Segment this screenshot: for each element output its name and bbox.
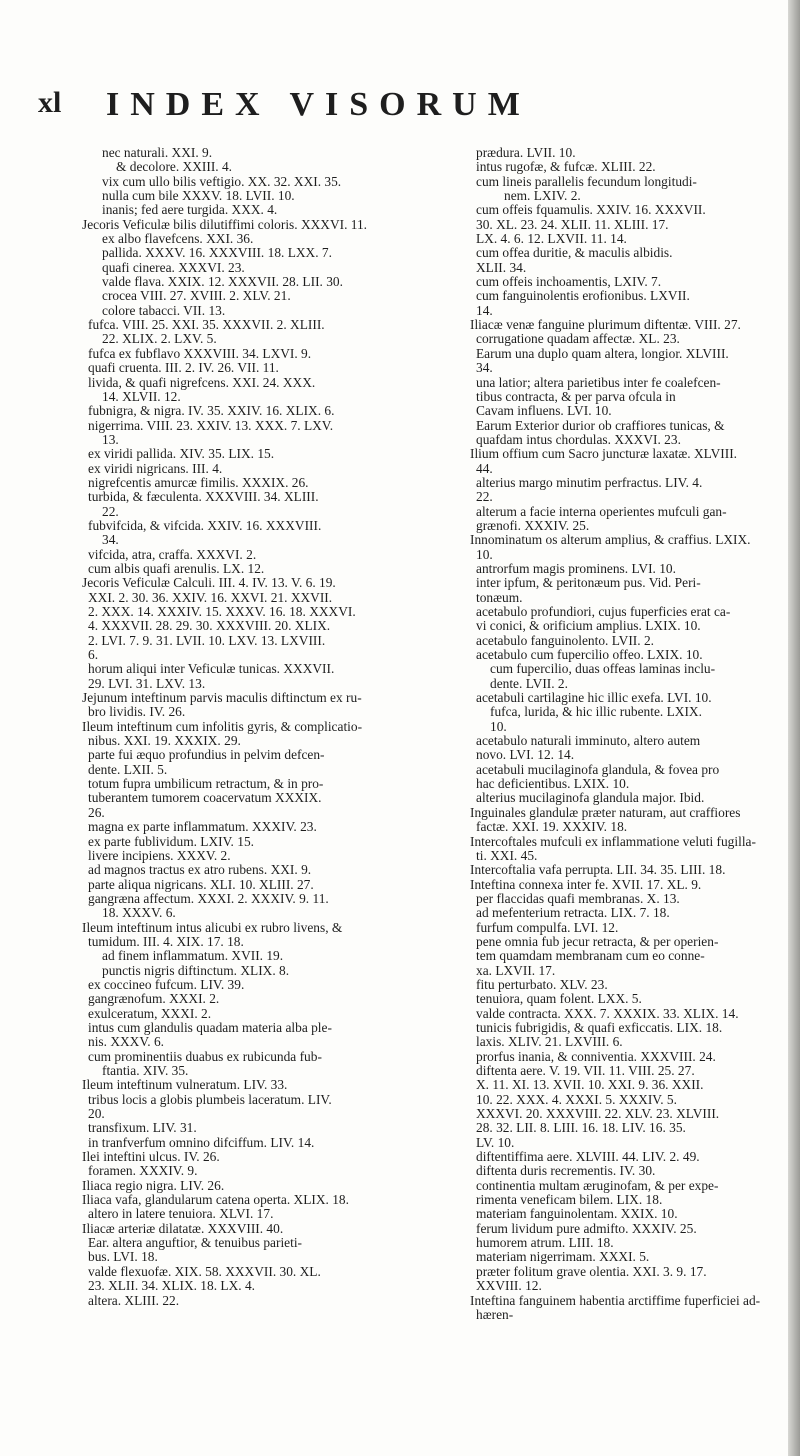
index-line: nigerrima. VIII. 23. XXIV. 13. XXX. 7. LXV. <box>88 418 334 433</box>
index-line: præter folitum grave olentia. XXI. 3. 9. 17. <box>476 1264 707 1279</box>
index-line: hac deficientibus. LXIX. 10. <box>476 777 630 792</box>
index-line: in tranfverfum omnino difciffum. LIV. 14. <box>88 1135 315 1150</box>
index-line: Iliacæ arteriæ dilatatæ. XXXVIII. 40. <box>82 1221 284 1236</box>
index-line: Intercoftalia vafa perrupta. LII. 34. 35. LIII. 18. <box>470 863 726 878</box>
index-line: Ileum inteftinum intus alicubi ex rubro livens, & <box>82 920 343 935</box>
index-line: tumidum. III. 4. XIX. 17. 18. <box>88 934 244 949</box>
index-line: acetabuli mucilaginofa glandula, & fovea pro <box>476 762 720 777</box>
index-line: fufca, lurida, & hic illic rubente. LXIX. <box>490 705 702 720</box>
index-line: XXXVI. 20. XXXVIII. 22. XLV. 23. XLVIII. <box>476 1107 720 1122</box>
index-line: ferum lividum pure admifto. XXXIV. 25. <box>476 1221 697 1236</box>
index-line: per flaccidas quafi membranas. X. 13. <box>476 891 680 906</box>
index-line: altera. XLIII. 22. <box>88 1293 180 1308</box>
index-line: nec naturali. XXI. 9. <box>102 146 213 160</box>
index-line: valde contracta. XXX. 7. XXXIX. 33. XLIX. 14. <box>476 1006 739 1021</box>
index-line: colore tabacci. VII. 13. <box>102 303 226 318</box>
index-line: acetabuli cartilagine hic illic exefa. LVI. 10. <box>476 691 712 706</box>
index-line: 28. 32. LII. 8. LIII. 16. 18. LIV. 16. 35. <box>476 1121 686 1136</box>
index-line: XXI. 2. 30. 36. XXIV. 16. XXVI. 21. XXVII. <box>88 590 333 605</box>
index-line: hæren- <box>476 1307 514 1322</box>
index-line: nulla cum bile XXXV. 18. LVII. 10. <box>102 189 295 204</box>
index-line: una latior; altera parietibus inter fe coalefcen- <box>476 375 721 390</box>
index-line: 34. <box>476 361 493 376</box>
index-line: bro lividis. IV. 26. <box>88 705 186 720</box>
index-line: LV. 10. <box>476 1135 515 1150</box>
index-line: Innominatum os alterum amplius, & craffius. LXIX. <box>470 533 751 548</box>
index-line: 10. 22. XXX. 4. XXXI. 5. XXXIV. 5. <box>476 1092 677 1107</box>
index-line: 14. <box>476 303 493 318</box>
index-line: tribus locis a globis plumbeis laceratum. LIV. <box>88 1092 332 1107</box>
index-line: XLII. 34. <box>476 260 527 275</box>
index-line: grænofi. XXXIV. 25. <box>476 518 590 533</box>
index-line: X. 11. XI. 13. XVII. 10. XXI. 9. 36. XXII. <box>476 1078 704 1093</box>
index-line: Earum una duplo quam altera, longior. XLVIII. <box>476 346 729 361</box>
index-line: cum offeis inchoamentis, LXIV. 7. <box>476 275 662 290</box>
index-line: ex viridi pallida. XIV. 35. LIX. 15. <box>88 447 275 462</box>
index-line: Ear. altera anguftior, & tenuibus parieti- <box>88 1236 303 1251</box>
index-line: vix cum ullo bilis veftigio. XX. 32. XXI. 35. <box>102 174 342 189</box>
index-line: crocea VIII. 27. XVIII. 2. XLV. 21. <box>102 289 291 304</box>
index-line: inter ipfum, & peritonæum pus. Vid. Peri- <box>476 576 701 591</box>
index-line: Ilei inteftini ulcus. IV. 26. <box>82 1150 220 1165</box>
index-line: cum albis quafi arenulis. LX. 12. <box>88 561 265 576</box>
index-line: 14. XLVII. 12. <box>102 389 181 404</box>
index-line: turbida, & fæculenta. XXXVIII. 34. XLIII. <box>88 490 319 505</box>
index-line: valde flexuofæ. XIX. 58. XXXVII. 30. XL. <box>88 1264 321 1279</box>
index-line: cum prominentiis duabus ex rubicunda fub- <box>88 1049 322 1064</box>
index-line: 18. XXXV. 6. <box>102 906 176 921</box>
index-line: totum fupra umbilicum retractum, & in pro- <box>88 777 324 792</box>
index-line: gangrænofum. XXXI. 2. <box>88 992 220 1007</box>
index-line: Ileum inteftinum cum infolitis gyris, & complicatio- <box>82 719 363 734</box>
index-line: acetabulo naturali imminuto, altero autem <box>476 734 701 749</box>
index-line: altero in latere tenuiora. XLVI. 17. <box>88 1207 274 1222</box>
index-line: quafi cinerea. XXXVI. 23. <box>102 260 245 275</box>
index-line: 2. LVI. 7. 9. 31. LVII. 10. LXV. 13. LXVIII. <box>88 633 326 648</box>
index-line: Inguinales glandulæ præter naturam, aut craffiores <box>470 805 741 820</box>
index-line: Intercoftales mufculi ex inflammatione veluti fugilla- <box>470 834 756 849</box>
index-line: Cavam influens. LVI. 10. <box>476 404 612 419</box>
index-line: acetabulo fanguinolento. LVII. 2. <box>476 633 654 648</box>
index-line: fubvifcida, & vifcida. XXIV. 16. XXXVIII. <box>88 518 322 533</box>
index-line: parte fui æquo profundius in pelvim defcen- <box>88 748 325 763</box>
index-line: intus cum glandulis quadam materia alba ple- <box>88 1020 332 1035</box>
index-line: Jejunum inteftinum parvis maculis diftinctum ex ru- <box>82 691 362 706</box>
index-line: & decolore. XXIII. 4. <box>116 160 233 175</box>
index-line: XXVIII. 12. <box>476 1279 542 1294</box>
index-line: factæ. XXI. 19. XXXIV. 18. <box>476 820 628 835</box>
index-line: cum offea duritie, & maculis albidis. <box>476 246 673 261</box>
page-header <box>38 86 758 126</box>
index-line: livida, & quafi nigrefcens. XXI. 24. XXX. <box>88 375 316 390</box>
index-line: 10. <box>490 719 507 734</box>
index-line: nis. XXXV. 6. <box>88 1035 165 1050</box>
index-line: dente. LVII. 2. <box>490 676 568 691</box>
index-line: gangræna affectum. XXXI. 2. XXXIV. 9. 11. <box>88 891 329 906</box>
index-line: 4. XXXVII. 28. 29. 30. XXXVIII. 20. XLIX. <box>88 619 331 634</box>
index-line: tenuiora, quam folent. LXX. 5. <box>476 992 642 1007</box>
index-line: ftantia. XIV. 35. <box>102 1064 189 1078</box>
index-line: ad mefenterium retracta. LIX. 7. 18. <box>476 906 670 921</box>
page-number: xl <box>38 86 62 119</box>
index-line: ti. XXI. 45. <box>476 848 538 863</box>
index-line: nem. LXIV. 2. <box>504 189 581 204</box>
index-line: alterius margo minutim perfractus. LIV. 4. <box>476 475 703 490</box>
index-line: ad magnos tractus ex atro rubens. XXI. 9. <box>88 863 312 878</box>
index-line: 22. <box>102 504 119 519</box>
index-line: ex albo flavefcens. XXI. 36. <box>102 232 254 247</box>
index-line: 6. <box>88 648 99 663</box>
index-line: diftenta duris recrementis. IV. 30. <box>476 1164 656 1179</box>
index-line: tonæum. <box>476 590 523 605</box>
index-line: 23. XLII. 34. XLIX. 18. LX. 4. <box>88 1279 255 1294</box>
right-column <box>470 146 772 1322</box>
index-line: pallida. XXXV. 16. XXXVIII. 18. LXX. 7. <box>102 246 332 261</box>
index-line: quafi cruenta. III. 2. IV. 26. VII. 11. <box>88 361 279 376</box>
index-line: xa. LXVII. 17. <box>476 963 556 978</box>
index-line: alterum a facie interna operientes mufculi gan- <box>476 504 727 519</box>
index-line: Iliacæ venæ fanguine plurimum diftentæ. VIII. 27. <box>470 318 741 333</box>
index-line: tuberantem tumorem coacervatum XXXIX. <box>88 791 322 806</box>
index-line: quafdam intus chordulas. XXXVI. 23. <box>476 432 681 447</box>
index-line: bus. LVI. 18. <box>88 1250 158 1265</box>
index-line: ex parte fublividum. LXIV. 15. <box>88 834 254 849</box>
index-line: Ilium offium cum Sacro juncturæ laxatæ. XLVIII. <box>470 447 738 462</box>
page-edge <box>788 0 800 1456</box>
index-line: 44. <box>476 461 493 476</box>
index-line: fubnigra, & nigra. IV. 35. XXIV. 16. XLIX. 6. <box>88 404 335 419</box>
index-line: antrorfum magis prominens. LVI. 10. <box>476 561 676 576</box>
index-line: valde flava. XXIX. 12. XXXVII. 28. LII. 30. <box>102 275 343 290</box>
index-line: cum fanguinolentis erofionibus. LXVII. <box>476 289 690 304</box>
index-line: ex viridi nigricans. III. 4. <box>88 461 223 476</box>
index-line: foramen. XXXIV. 9. <box>88 1164 198 1179</box>
index-line: tunicis fubrigidis, & quafi exficcatis. LIX. 18. <box>476 1020 723 1035</box>
index-line: laxis. XLIV. 21. LXVIII. 6. <box>476 1035 623 1050</box>
index-line: 22. XLIX. 2. LXV. 5. <box>102 332 217 347</box>
index-line: vi conici, & orificium amplius. LXIX. 10. <box>476 619 701 634</box>
index-line: diftenta aere. V. 19. VII. 11. VIII. 25. 27. <box>476 1064 695 1078</box>
index-line: exulceratum, XXXI. 2. <box>88 1006 212 1021</box>
index-line: 20. <box>88 1107 105 1122</box>
index-line: 30. XL. 23. 24. XLII. 11. XLIII. 17. <box>476 217 669 232</box>
index-line: corrugatione quadam affectæ. XL. 23. <box>476 332 680 347</box>
index-line: humorem atrum. LIII. 18. <box>476 1236 614 1251</box>
index-line: 22. <box>476 490 493 505</box>
index-line: prorfus inania, & conniventia. XXXVIII. 24. <box>476 1049 716 1064</box>
index-line: tibus contracta, & per parva ofcula in <box>476 389 676 404</box>
index-line: 29. LVI. 31. LXV. 13. <box>88 676 206 691</box>
index-line: 34. <box>102 533 119 548</box>
index-line: novo. LVI. 12. 14. <box>476 748 575 763</box>
index-line: rimenta veneficam bilem. LIX. 18. <box>476 1193 663 1208</box>
index-line: tem quamdam membranam cum eo conne- <box>476 949 705 964</box>
index-line: parte aliqua nigricans. XLI. 10. XLIII. 27. <box>88 877 314 892</box>
index-line: Iliaca regio nigra. LIV. 26. <box>82 1178 225 1193</box>
index-line: magna ex parte inflammatum. XXXIV. 23. <box>88 820 317 835</box>
left-column <box>82 146 384 1308</box>
index-line: alterius mucilaginofa glandula major. Ibid. <box>476 791 705 806</box>
index-line: horum aliqui inter Veficulæ tunicas. XXXVII. <box>88 662 335 677</box>
index-line: fufca ex fubflavo XXXVIII. 34. LXVI. 9. <box>88 346 312 361</box>
index-line: acetabulo profundiori, cujus fuperficies erat ca- <box>476 605 731 619</box>
index-line: acetabulo cum fupercilio offeo. LXIX. 10. <box>476 648 703 663</box>
index-line: ex coccineo fufcum. LIV. 39. <box>88 977 245 992</box>
index-line: livere incipiens. XXXV. 2. <box>88 848 231 863</box>
index-line: cum fupercilio, duas offeas laminas inclu- <box>490 662 716 677</box>
index-line: Iliaca vafa, glandularum catena operta. XLIX. 18. <box>82 1193 349 1208</box>
index-line: nigrefcentis amurcæ fimilis. XXXIX. 26. <box>88 475 309 490</box>
index-line: Inteftina connexa inter fe. XVII. 17. XL. 9. <box>470 877 702 892</box>
index-line: punctis nigris diftinctum. XLIX. 8. <box>102 963 290 978</box>
index-line: nibus. XXI. 19. XXXIX. 29. <box>88 734 241 749</box>
index-line: diftentiffima aere. XLVIII. 44. LIV. 2. 49. <box>476 1150 700 1165</box>
index-line: cum lineis parallelis fecundum longitudi- <box>476 174 697 189</box>
index-line: pene omnia fub jecur retracta, & per operien- <box>476 934 719 949</box>
index-line: LX. 4. 6. 12. LXVII. 11. 14. <box>476 232 627 247</box>
index-line: vifcida, atra, craffa. XXXVI. 2. <box>88 547 257 562</box>
index-line: 10. <box>476 547 493 562</box>
running-head: INDEX VISORUM <box>106 86 531 123</box>
index-line: transfixum. LIV. 31. <box>88 1121 197 1136</box>
index-line: fufca. VIII. 25. XXI. 35. XXXVII. 2. XLIII. <box>88 318 325 333</box>
index-line: furfum compulfa. LVI. 12. <box>476 920 619 935</box>
index-line: prædura. LVII. 10. <box>476 146 576 160</box>
index-line: Ileum inteftinum vulneratum. LIV. 33. <box>82 1078 288 1093</box>
index-line: fitu perturbato. XLV. 23. <box>476 977 608 992</box>
index-line: 26. <box>88 805 105 820</box>
index-line: cum offeis fquamulis. XXIV. 16. XXXVII. <box>476 203 706 218</box>
index-line: ad finem inflammatum. XVII. 19. <box>102 949 284 964</box>
index-line: Jecoris Veficulæ bilis dilutiffimi coloris. XXXVI. 11. <box>82 217 368 232</box>
index-line: Inteftina fanguinem habentia arctiffime fuperficiei ad- <box>470 1293 761 1308</box>
index-line: 13. <box>102 432 119 447</box>
index-line: Earum Exterior durior ob craffiores tunicas, & <box>476 418 725 433</box>
index-line: 2. XXX. 14. XXXIV. 15. XXXV. 16. 18. XXXVI. <box>88 605 356 619</box>
index-line: materiam fanguinolentam. XXIX. 10. <box>476 1207 678 1222</box>
index-line: dente. LXII. 5. <box>88 762 168 777</box>
index-line: intus rugofæ, & fufcæ. XLIII. 22. <box>476 160 656 175</box>
index-line: materiam nigerrimam. XXXI. 5. <box>476 1250 650 1265</box>
index-line: Jecoris Veficulæ Calculi. III. 4. IV. 13. V. 6. 19. <box>82 576 336 591</box>
index-line: inanis; fed aere turgida. XXX. 4. <box>102 203 278 218</box>
index-line: continentia multam æruginofam, & per expe- <box>476 1178 719 1193</box>
